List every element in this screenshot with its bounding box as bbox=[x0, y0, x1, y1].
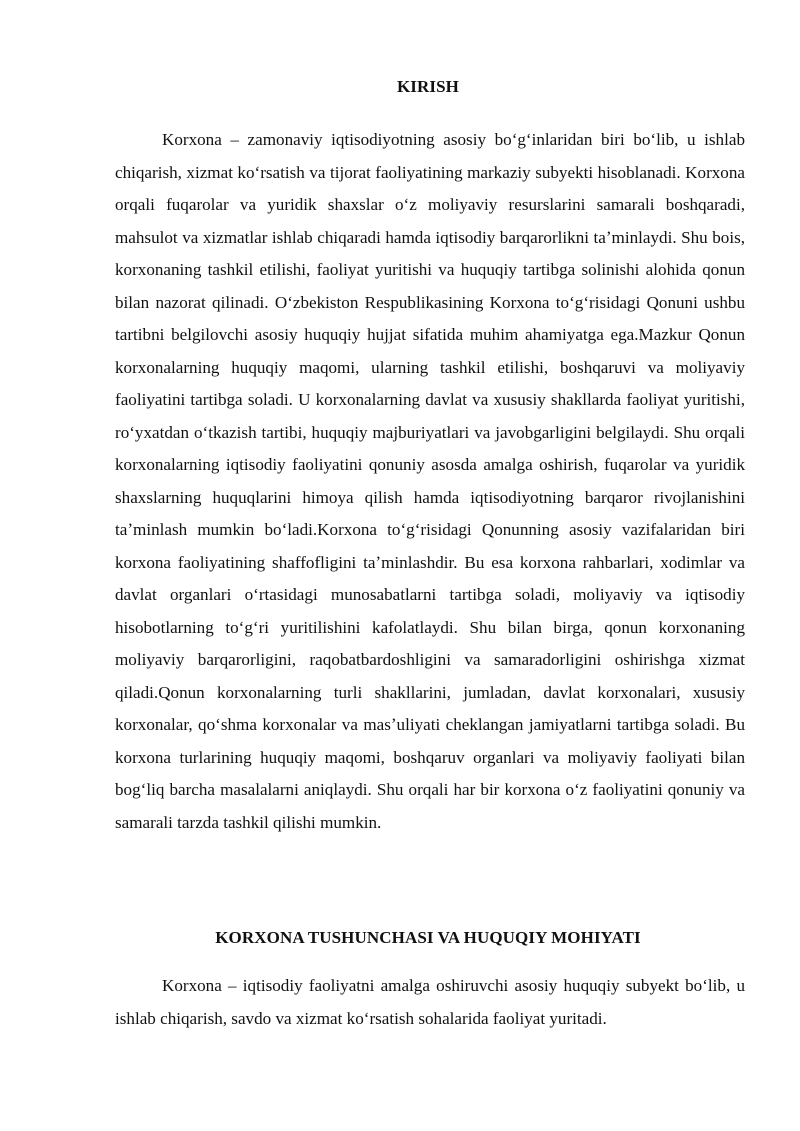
section-heading-korxona-tushunchasi: KORXONA TUSHUNCHASI VA HUQUQIY MOHIYATI bbox=[215, 928, 641, 947]
paragraph-introduction: Korxona – zamonaviy iqtisodiyotning asosiy boʻgʻinlaridan biri boʻlib, u ishlab chiqarish, xizmat koʻrsatish va tijorat faoliyatining markaziy subyekti hisoblanadi. Korxona orqali fuqarolar va yuridik shaxslar oʻz moliyaviy resurslarini samarali boshqaradi, mahsulot va xizmatlar ishlab chiqaradi hamda iqtisodiy barqarorlikni taʼminlaydi. Shu bois, korxonaning tashkil etilishi, faoliyat yuritishi va huquqiy tartibga solinishi alohida qonun bilan nazorat qilinadi. Oʻzbekiston Respublikasining Korxona toʻgʻrisidagi Qonuni ushbu tartibni belgilovchi asosiy huquqiy hujjat sifatida muhim ahamiyatga ega.Mazkur Qonun korxonalarning huquqiy maqomi, ularning tashkil etilishi, boshqaruvi va moliyaviy faoliyatini tartibga soladi. U korxonalarning davlat va xususiy shakllarda faoliyat yuritishi, roʻyxatdan oʻtkazish tartibi, huquqiy majburiyatlari va javobgarligini belgilaydi. Shu orqali korxonalarning iqtisodiy faoliyatini qonuniy asosda amalga oshirish, fuqarolar va yuridik shaxslarning huquqlarini himoya qilish hamda iqtisodiyotning barqaror rivojlanishini taʼminlash mumkin boʻladi.Korxona toʻgʻrisidagi Qonunning asosiy vazifalaridan biri korxona faoliyatining shaffofligini taʼminlashdir. Bu esa korxona rahbarlari, xodimlar va davlat organlari oʻrtasidagi munosabatlarni tartibga soladi, moliyaviy va iqtisodiy hisobotlarning toʻgʻri yuritilishini kafolatlaydi. Shu bilan birga, qonun korxonaning moliyaviy barqarorligini, raqobatbardoshligini va samaradorligini oshirishga xizmat qiladi.Qonun korxonalarning turli shakllarini, jumladan, davlat korxonalari, xususiy korxonalar, qoʻshma korxonalar va masʼuliyati cheklangan jamiyatlarni tartibga soladi. Bu korxona turlarining huquqiy maqomi, boshqaruv organlari va moliyaviy faoliyati bilan bogʻliq barcha masalalarni aniqlaydi. Shu orqali har bir korxona oʻz faoliyatini qonuniy va samarali tarzda tashkil qilishi mumkin. bbox=[115, 130, 745, 832]
paragraph-korxona-definition: Korxona – iqtisodiy faoliyatni amalga oshiruvchi asosiy huquqiy subyekt boʻlib, u ishlab chiqarish, savdo va xizmat koʻrsatish sohalarida faoliyat yuritadi. bbox=[115, 976, 745, 1028]
section-heading-kirish: KIRISH bbox=[396, 77, 459, 96]
